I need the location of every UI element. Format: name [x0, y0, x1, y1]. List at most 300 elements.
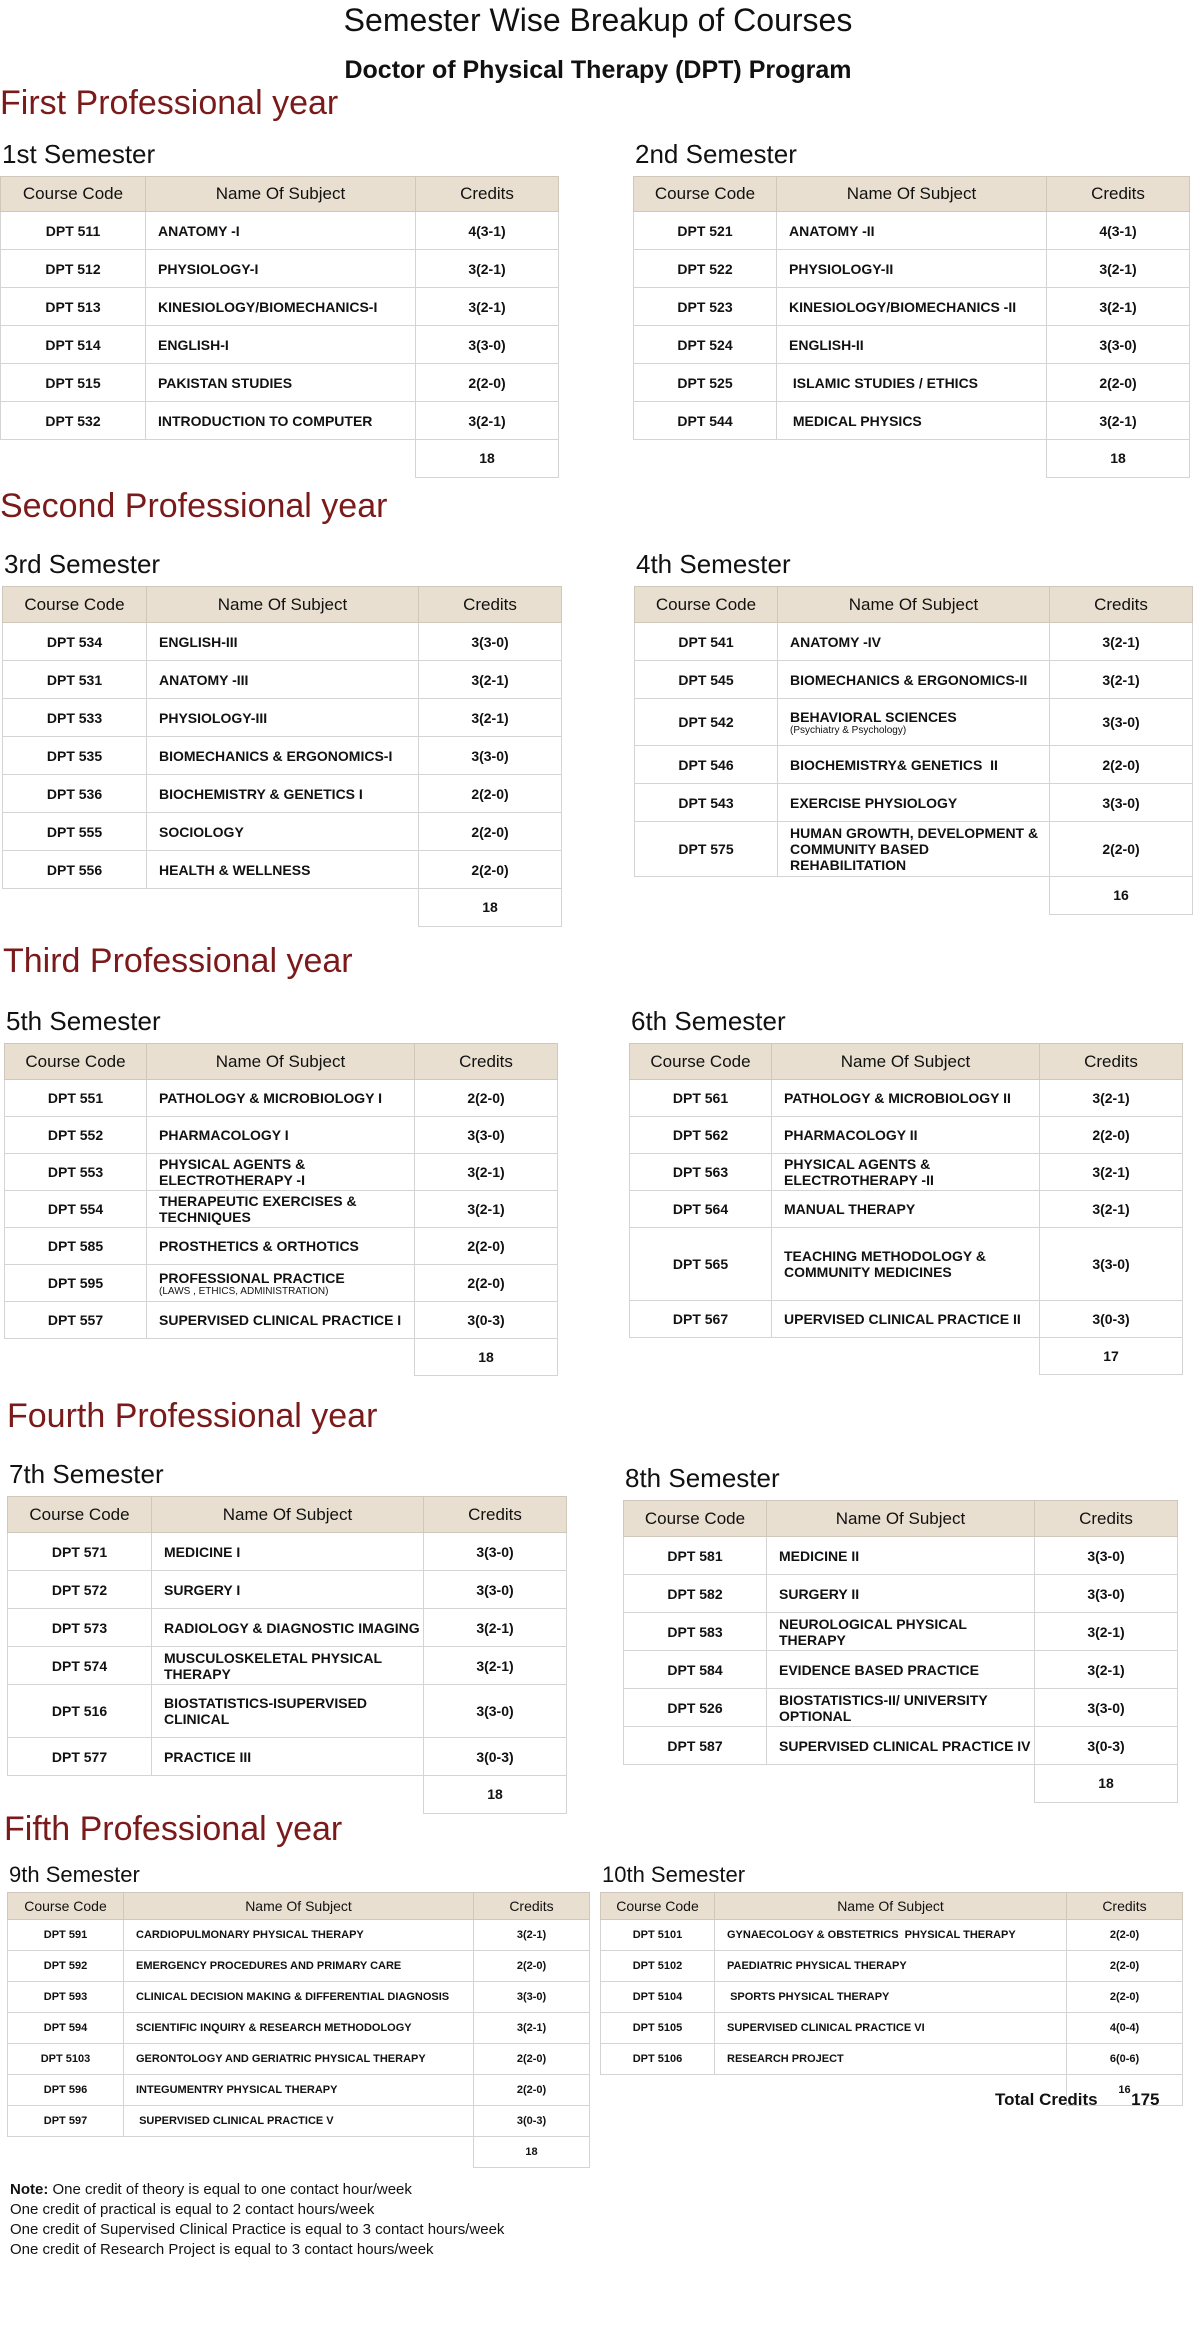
- course-code: DPT 592: [8, 1951, 124, 1982]
- course-subject: [772, 1117, 1040, 1154]
- subject-name: PROFESSIONAL PRACTICE: [159, 1269, 345, 1286]
- course-credits: 2(2-0): [474, 2075, 590, 2106]
- course-credits: 3(3-0): [419, 623, 562, 661]
- course-credits: 3(0-3): [424, 1738, 567, 1776]
- page-subtitle: Doctor of Physical Therapy (DPT) Program: [344, 56, 852, 84]
- course-credits: 3(2-1): [416, 250, 559, 288]
- total-credits: [995, 2090, 1159, 2110]
- table-row: [8, 2075, 590, 2106]
- course-credits: 2(2-0): [1067, 1920, 1183, 1951]
- course-credits: 3(2-1): [474, 1920, 590, 1951]
- course-code: DPT 535: [3, 737, 147, 775]
- table-header: [3, 587, 562, 623]
- note-line: One credit of Research Project is equal to 3 contact hours/week: [10, 2241, 434, 2258]
- table-header: [624, 1501, 1178, 1537]
- course-credits: 3(3-0): [1050, 699, 1193, 746]
- semester-total-credits: 18: [416, 440, 559, 478]
- course-subject: [715, 1920, 1067, 1951]
- course-subject: [715, 1982, 1067, 2013]
- course-code: DPT 587: [624, 1727, 767, 1765]
- blank-cell: [1, 440, 146, 478]
- subject-name: BIOMECHANICS & ERGONOMICS-II: [790, 671, 1028, 688]
- semester-total-credits: 18: [474, 2137, 590, 2168]
- course-credits: 3(0-3): [1035, 1727, 1178, 1765]
- subject-name: GERONTOLOGY AND GERIATRIC PHYSICAL THERAPY: [136, 2053, 426, 2065]
- subject-name: GYNAECOLOGY & OBSTETRICS PHYSICAL THERAPY: [727, 1929, 1016, 1941]
- course-subject: [767, 1613, 1035, 1651]
- header-course-code: Course Code: [630, 1044, 772, 1080]
- table-row: [5, 1154, 558, 1191]
- header-course-code: Course Code: [3, 587, 147, 623]
- course-subject: [147, 1228, 415, 1265]
- course-subject: [767, 1575, 1035, 1613]
- subject-name: SUPERVISED CLINICAL PRACTICE V: [136, 2115, 334, 2127]
- course-code: DPT 522: [634, 250, 777, 288]
- course-subject: [124, 1951, 474, 1982]
- course-subject: [767, 1727, 1035, 1765]
- course-code: DPT 562: [630, 1117, 772, 1154]
- subject-name: PATHOLOGY & MICROBIOLOGY I: [159, 1090, 382, 1106]
- table-row: [624, 1575, 1178, 1613]
- course-code: DPT 561: [630, 1080, 772, 1117]
- total-row: [1, 440, 559, 478]
- subject-name: SURGERY I: [164, 1581, 241, 1598]
- course-subject: [772, 1301, 1040, 1338]
- course-code: DPT 582: [624, 1575, 767, 1613]
- semester-6: [629, 1005, 1183, 1375]
- course-credits: 3(3-0): [1035, 1689, 1178, 1727]
- course-credits: 3(2-1): [416, 288, 559, 326]
- subject-name: SCIENTIFIC INQUIRY & RESEARCH METHODOLOGY: [136, 2022, 412, 2034]
- course-code: DPT 557: [5, 1302, 147, 1339]
- blank-cell: [8, 2137, 124, 2168]
- semester-title: 9th Semester: [9, 1862, 140, 1887]
- table-row: [8, 1571, 567, 1609]
- course-table: [634, 586, 1193, 915]
- course-subject: [124, 1982, 474, 2013]
- table-row: [1, 288, 559, 326]
- course-credits: 3(3-0): [419, 737, 562, 775]
- course-subject: [147, 1154, 415, 1191]
- subject-name: INTRODUCTION TO COMPUTER: [158, 412, 373, 429]
- course-code: DPT 542: [635, 699, 778, 746]
- course-subject: [124, 2106, 474, 2137]
- course-code: DPT 573: [8, 1609, 152, 1647]
- total-row: [634, 440, 1190, 478]
- course-code: DPT 534: [3, 623, 147, 661]
- subject-name: PHARMACOLOGY I: [159, 1127, 289, 1143]
- course-credits: 3(2-1): [424, 1647, 567, 1685]
- note-line: One credit of practical is equal to 2 contact hours/week: [10, 2201, 375, 2218]
- subject-name: BEHAVIORAL SCIENCES: [790, 708, 957, 725]
- table-row: [624, 1689, 1178, 1727]
- course-credits: 3(3-0): [424, 1571, 567, 1609]
- course-credits: 2(2-0): [1047, 364, 1190, 402]
- table-header: [8, 1893, 590, 1920]
- semester-total-credits: 18: [415, 1339, 558, 1376]
- subject-name: UPERVISED CLINICAL PRACTICE II: [784, 1311, 1021, 1327]
- course-code: DPT 532: [1, 402, 146, 440]
- course-credits: 3(0-3): [474, 2106, 590, 2137]
- table-row: [635, 699, 1193, 746]
- course-table: [4, 1043, 558, 1376]
- total-row: [8, 2137, 590, 2168]
- course-code: DPT 514: [1, 326, 146, 364]
- course-credits: 3(2-1): [419, 661, 562, 699]
- total-row: [5, 1339, 558, 1376]
- blank-cell: [124, 2137, 474, 2168]
- table-row: [3, 851, 562, 889]
- table-row: [624, 1651, 1178, 1689]
- semester-2: [633, 138, 1190, 478]
- semester-1: [0, 138, 559, 478]
- course-code: DPT 596: [8, 2075, 124, 2106]
- blank-cell: [778, 877, 1050, 915]
- subject-name: PRACTICE III: [164, 1748, 252, 1765]
- subject-name: PAKISTAN STUDIES: [158, 374, 293, 391]
- semester-8: [623, 1462, 1178, 1803]
- course-code: DPT 593: [8, 1982, 124, 2013]
- course-credits: 3(3-0): [415, 1117, 558, 1154]
- table-row: [8, 1920, 590, 1951]
- table-row: [630, 1154, 1183, 1191]
- subject-name: PROSTHETICS & ORTHOTICS: [159, 1238, 359, 1254]
- table-header: [630, 1044, 1183, 1080]
- blank-cell: [601, 2075, 715, 2106]
- table-row: [635, 623, 1193, 661]
- course-code: DPT 595: [5, 1265, 147, 1302]
- course-subject: [152, 1647, 424, 1685]
- subject-name: EMERGENCY PROCEDURES AND PRIMARY CARE: [136, 1960, 402, 1972]
- table-row: [634, 364, 1190, 402]
- year-heading-1: First Professional year: [0, 84, 339, 122]
- course-code: DPT 5103: [8, 2044, 124, 2075]
- header-credits: Credits: [474, 1893, 590, 1920]
- semester-10: [600, 1862, 1183, 2106]
- table-row: [8, 1951, 590, 1982]
- table-row: [624, 1537, 1178, 1575]
- table-row: [634, 402, 1190, 440]
- course-subject: [778, 746, 1050, 784]
- total-row: [624, 1765, 1178, 1803]
- course-credits: 3(0-3): [415, 1302, 558, 1339]
- table-row: [630, 1191, 1183, 1228]
- subject-name: BIOCHEMISTRY & GENETICS I: [159, 785, 363, 802]
- note-line: [10, 2180, 504, 2200]
- course-credits: 3(2-1): [419, 699, 562, 737]
- semester-title: 8th Semester: [625, 1463, 780, 1493]
- table-row: [634, 326, 1190, 364]
- course-subject: [152, 1533, 424, 1571]
- course-subject: [124, 1920, 474, 1951]
- header-subject: Name Of Subject: [767, 1501, 1035, 1537]
- table-row: [635, 746, 1193, 784]
- course-subject: [146, 326, 416, 364]
- table-row: [5, 1302, 558, 1339]
- course-credits: 2(2-0): [1067, 1982, 1183, 2013]
- course-credits: 2(2-0): [415, 1080, 558, 1117]
- page-title: Semester Wise Breakup of Courses: [343, 2, 853, 38]
- subject-name: KINESIOLOGY/BIOMECHANICS -II: [789, 298, 1017, 315]
- subject-name: BIOSTATISTICS-ISUPERVISED CLINICAL: [164, 1695, 371, 1727]
- blank-cell: [635, 877, 778, 915]
- course-credits: 3(2-1): [415, 1191, 558, 1228]
- semester-title: 3rd Semester: [4, 549, 161, 579]
- semester-total-credits: 17: [1040, 1338, 1183, 1375]
- total-credits-label: Total Credits: [995, 2090, 1098, 2109]
- header-subject: Name Of Subject: [146, 177, 416, 212]
- course-code: DPT 556: [3, 851, 147, 889]
- course-subject: [147, 1117, 415, 1154]
- year-heading-4: Fourth Professional year: [7, 1397, 378, 1435]
- course-subject: [147, 1302, 415, 1339]
- course-subject: [152, 1609, 424, 1647]
- header-credits: Credits: [1035, 1501, 1178, 1537]
- header-subject: Name Of Subject: [147, 1044, 415, 1080]
- course-code: DPT 571: [8, 1533, 152, 1571]
- table-row: [8, 1685, 567, 1738]
- subject-name: ENGLISH-II: [789, 336, 864, 353]
- course-subject: [777, 250, 1047, 288]
- course-subject: [152, 1685, 424, 1738]
- course-subject: [778, 699, 1050, 746]
- course-code: DPT 577: [8, 1738, 152, 1776]
- course-credits: 3(2-1): [416, 402, 559, 440]
- course-credits: 3(3-0): [424, 1685, 567, 1738]
- semester-title: 2nd Semester: [635, 139, 797, 169]
- subject-name: SUPERVISED CLINICAL PRACTICE I: [159, 1312, 402, 1328]
- course-code: DPT 583: [624, 1613, 767, 1651]
- subject-name: SPORTS PHYSICAL THERAPY: [727, 1991, 890, 2003]
- semester-3: [2, 548, 562, 927]
- table-header: [634, 177, 1190, 212]
- subject-name: BIOMECHANICS & ERGONOMICS-I: [159, 747, 393, 764]
- subject-name: ANATOMY -I: [158, 222, 240, 239]
- course-subject: [777, 326, 1047, 364]
- table-row: [3, 699, 562, 737]
- course-subject: [767, 1689, 1035, 1727]
- course-credits: 2(2-0): [416, 364, 559, 402]
- header-credits: Credits: [1050, 587, 1193, 623]
- header-course-code: Course Code: [601, 1893, 715, 1920]
- semester-total-credits: 18: [1035, 1765, 1178, 1803]
- course-subject: [772, 1080, 1040, 1117]
- subject-name: NEUROLOGICAL PHYSICAL THERAPY: [779, 1615, 971, 1648]
- semester-title: 10th Semester: [602, 1862, 746, 1887]
- total-row: [630, 1338, 1183, 1375]
- subject-name: CARDIOPULMONARY PHYSICAL THERAPY: [136, 1929, 364, 1941]
- course-code: DPT 5102: [601, 1951, 715, 1982]
- table-row: [630, 1301, 1183, 1338]
- course-code: DPT 545: [635, 661, 778, 699]
- semester-title: 6th Semester: [631, 1006, 786, 1036]
- table-row: [630, 1117, 1183, 1154]
- course-subject: [772, 1228, 1040, 1301]
- course-credits: 3(2-1): [1047, 250, 1190, 288]
- blank-cell: [147, 889, 419, 927]
- semester-title: 1st Semester: [2, 139, 156, 169]
- blank-cell: [767, 1765, 1035, 1803]
- table-row: [5, 1191, 558, 1228]
- table-row: [3, 775, 562, 813]
- course-code: DPT 591: [8, 1920, 124, 1951]
- course-credits: 2(2-0): [1050, 822, 1193, 877]
- course-subject: [147, 851, 419, 889]
- blank-cell: [630, 1338, 772, 1375]
- course-code: DPT 585: [5, 1228, 147, 1265]
- course-table: [2, 586, 562, 927]
- total-row: [8, 1776, 567, 1814]
- subject-name: RESEARCH PROJECT: [727, 2053, 844, 2065]
- semester-9: [7, 1862, 590, 2168]
- course-subject: [778, 822, 1050, 877]
- semester-7: [7, 1458, 567, 1814]
- table-row: [635, 784, 1193, 822]
- subject-name: ANATOMY -IV: [790, 633, 882, 650]
- course-subject: [147, 661, 419, 699]
- course-code: DPT 543: [635, 784, 778, 822]
- course-credits: 4(3-1): [1047, 212, 1190, 250]
- subject-name: EXERCISE PHYSIOLOGY: [790, 794, 958, 811]
- table-row: [8, 1609, 567, 1647]
- course-code: DPT 565: [630, 1228, 772, 1301]
- course-credits: 2(2-0): [1040, 1117, 1183, 1154]
- course-code: DPT 581: [624, 1537, 767, 1575]
- course-table: [7, 1496, 567, 1814]
- course-subject: [147, 623, 419, 661]
- course-subject: [147, 699, 419, 737]
- subject-name: ENGLISH-I: [158, 336, 229, 353]
- course-subject: [778, 784, 1050, 822]
- course-credits: 3(2-1): [1050, 661, 1193, 699]
- course-code: DPT 5101: [601, 1920, 715, 1951]
- course-code: DPT 544: [634, 402, 777, 440]
- header-course-code: Course Code: [1, 177, 146, 212]
- table-row: [5, 1080, 558, 1117]
- total-row: [3, 889, 562, 927]
- year-heading-5: Fifth Professional year: [4, 1810, 343, 1848]
- course-subject: [147, 1265, 415, 1302]
- course-code: DPT 551: [5, 1080, 147, 1117]
- course-code: DPT 521: [634, 212, 777, 250]
- table-row: [8, 1533, 567, 1571]
- subject-name: HUMAN GROWTH, DEVELOPMENT & COMMUNITY BASED REHABILITATION: [790, 825, 1042, 873]
- subject-name: ENGLISH-III: [159, 633, 238, 650]
- course-code: DPT 597: [8, 2106, 124, 2137]
- course-credits: 3(3-0): [1047, 326, 1190, 364]
- course-credits: 2(2-0): [415, 1228, 558, 1265]
- course-credits: 4(0-4): [1067, 2013, 1183, 2044]
- course-code: DPT 515: [1, 364, 146, 402]
- course-code: DPT 541: [635, 623, 778, 661]
- table-row: [1, 326, 559, 364]
- subject-name: PHYSIOLOGY-III: [159, 709, 268, 726]
- course-code: DPT 513: [1, 288, 146, 326]
- course-subject: [147, 775, 419, 813]
- table-header: [8, 1497, 567, 1533]
- semester-total-credits: 18: [424, 1776, 567, 1814]
- course-credits: 3(2-1): [424, 1609, 567, 1647]
- header-subject: Name Of Subject: [778, 587, 1050, 623]
- course-table: [7, 1892, 590, 2168]
- subject-name: MEDICAL PHYSICS: [789, 412, 922, 429]
- course-code: DPT 531: [3, 661, 147, 699]
- course-code: DPT 553: [5, 1154, 147, 1191]
- header-course-code: Course Code: [624, 1501, 767, 1537]
- subject-name: PHYSIOLOGY-I: [158, 260, 259, 277]
- subject-name: TEACHING METHODOLOGY & COMMUNITY MEDICINES: [784, 1248, 990, 1280]
- blank-cell: [146, 440, 416, 478]
- course-subject: [715, 1951, 1067, 1982]
- course-subject: [715, 2013, 1067, 2044]
- table-row: [601, 2013, 1183, 2044]
- table-row: [1, 250, 559, 288]
- subject-name: SOCIOLOGY: [159, 823, 244, 840]
- header-course-code: Course Code: [634, 177, 777, 212]
- semester-total-credits: 18: [419, 889, 562, 927]
- subject-name: PHYSICAL AGENTS & ELECTROTHERAPY -II: [784, 1156, 935, 1188]
- subject-name: KINESIOLOGY/BIOMECHANICS-I: [158, 298, 378, 315]
- course-credits: 3(2-1): [1035, 1651, 1178, 1689]
- course-code: DPT 567: [630, 1301, 772, 1338]
- header-course-code: Course Code: [5, 1044, 147, 1080]
- table-row: [1, 402, 559, 440]
- header-course-code: Course Code: [8, 1497, 152, 1533]
- table-row: [5, 1228, 558, 1265]
- header-subject: Name Of Subject: [152, 1497, 424, 1533]
- course-subject: [146, 212, 416, 250]
- year-heading-3: Third Professional year: [3, 942, 353, 980]
- subject-name: ISLAMIC STUDIES / ETHICS: [789, 374, 979, 391]
- table-row: [601, 1920, 1183, 1951]
- course-credits: 3(2-1): [1050, 623, 1193, 661]
- subject-name: THERAPEUTIC EXERCISES & TECHNIQUES: [159, 1193, 361, 1225]
- course-subject: [147, 1191, 415, 1228]
- course-credits: 2(2-0): [474, 1951, 590, 1982]
- course-code: DPT 511: [1, 212, 146, 250]
- subject-name: PHYSICAL AGENTS & ELECTROTHERAPY -I: [159, 1156, 310, 1188]
- course-code: DPT 5105: [601, 2013, 715, 2044]
- subject-name: ANATOMY -II: [789, 222, 875, 239]
- course-code: DPT 536: [3, 775, 147, 813]
- subject-name: INTEGUMENTRY PHYSICAL THERAPY: [136, 2084, 338, 2096]
- course-credits: 3(0-3): [1040, 1301, 1183, 1338]
- course-code: DPT 564: [630, 1191, 772, 1228]
- table-row: [634, 250, 1190, 288]
- subject-name: BIOSTATISTICS-II/ UNIVERSITY OPTIONAL: [779, 1691, 992, 1724]
- table-row: [635, 822, 1193, 877]
- table-header: [5, 1044, 558, 1080]
- course-code: DPT 525: [634, 364, 777, 402]
- subject-name: MANUAL THERAPY: [784, 1201, 916, 1217]
- course-subject: [124, 2075, 474, 2106]
- note-text: One credit of theory is equal to one contact hour/week: [48, 2181, 412, 2198]
- subject-name: SUPERVISED CLINICAL PRACTICE VI: [727, 2022, 925, 2034]
- subject-name: PAEDIATRIC PHYSICAL THERAPY: [727, 1960, 907, 1972]
- course-subject: [146, 364, 416, 402]
- table-row: [630, 1080, 1183, 1117]
- course-code: DPT 546: [635, 746, 778, 784]
- course-code: DPT 533: [3, 699, 147, 737]
- table-row: [3, 813, 562, 851]
- course-credits: 3(2-1): [1035, 1613, 1178, 1651]
- course-subject: [146, 288, 416, 326]
- subject-name: RADIOLOGY & DIAGNOSTIC IMAGING: [164, 1619, 420, 1636]
- course-credits: 2(2-0): [419, 775, 562, 813]
- course-credits: 2(2-0): [419, 851, 562, 889]
- header-course-code: Course Code: [8, 1893, 124, 1920]
- total-row: [635, 877, 1193, 915]
